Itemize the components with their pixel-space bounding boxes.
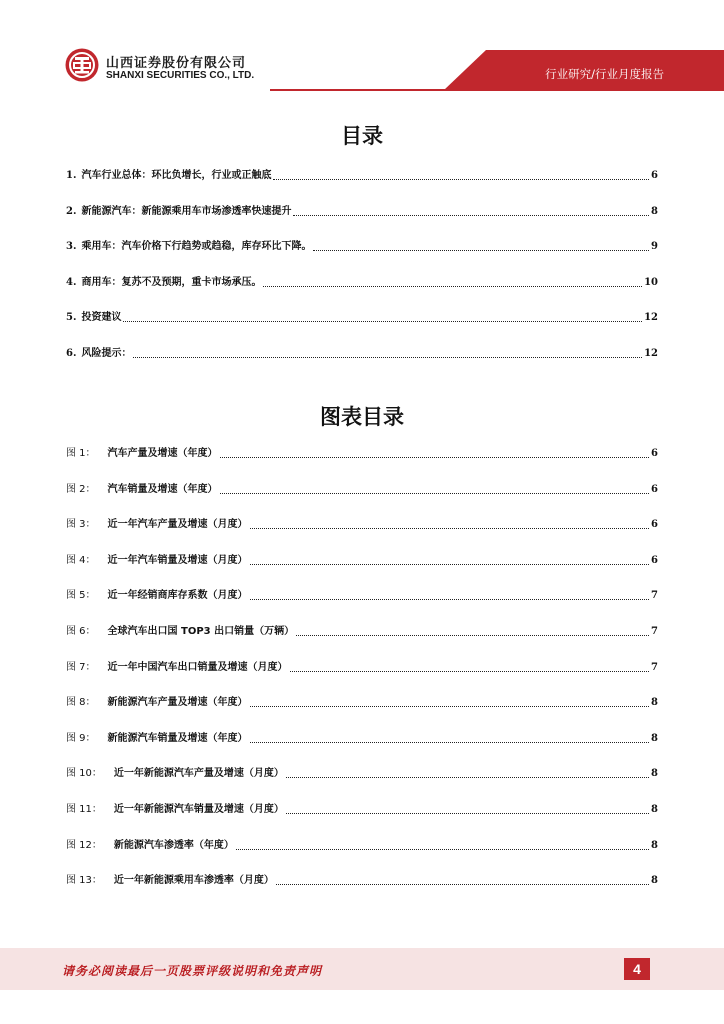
figure-entry-page: 8 (651, 839, 658, 851)
figure-entry-label: 图 4： (66, 554, 96, 566)
dot-leader (220, 456, 649, 458)
dot-leader (273, 178, 649, 180)
figure-entry[interactable] (66, 551, 658, 567)
figure-entry[interactable] (66, 586, 658, 602)
figure-entry-page: 6 (651, 554, 658, 566)
figure-entry-label: 图 10： (66, 768, 102, 780)
figure-entry[interactable] (66, 444, 658, 460)
toc-entry-page: 10 (644, 276, 658, 288)
toc-entry[interactable] (66, 166, 658, 182)
figure-entry-page: 7 (651, 626, 658, 637)
company-name-cn: 山西证券股份有限公司 (106, 56, 247, 71)
toc-entry[interactable] (66, 237, 658, 253)
toc-entry[interactable] (66, 273, 658, 289)
dot-leader (133, 356, 642, 358)
toc-entry[interactable] (66, 308, 658, 324)
page-footer (0, 948, 724, 990)
toc-entry[interactable] (66, 202, 658, 218)
disclaimer-text: 请务必阅读最后一页股票评级说明和免责声明 (62, 964, 323, 978)
figure-entry-text: 新能源汽车渗透率（年度） (113, 839, 234, 851)
toc-entry-page: 9 (651, 241, 658, 252)
toc-entry-page: 12 (644, 312, 658, 323)
dot-leader (263, 285, 642, 287)
figure-entry-label: 图 11： (66, 804, 102, 815)
toc-entry-number: 3. (66, 241, 77, 252)
figure-entry-text: 新能源汽车产量及增速（年度） (107, 697, 248, 709)
dot-leader (220, 492, 649, 494)
figure-entry-text: 近一年新能源汽车产量及增速（月度） (113, 768, 284, 780)
toc-entry-text: 投资建议 (81, 312, 122, 323)
figure-entry-text: 近一年汽车销量及增速（月度） (107, 554, 248, 566)
figure-entry-label: 图 5： (66, 590, 96, 602)
figure-entry-page: 8 (651, 697, 658, 709)
figure-entry-label: 图 2： (66, 483, 96, 495)
figure-entry[interactable] (66, 693, 658, 709)
figure-entry-page: 8 (651, 875, 658, 887)
dot-leader (286, 812, 649, 814)
page-number: 4 (624, 958, 650, 980)
figure-entry[interactable] (66, 729, 658, 745)
figure-entry-page: 6 (651, 448, 658, 459)
figure-entry-label: 图 8： (66, 697, 96, 709)
figure-entry-text: 近一年中国汽车出口销量及增速（月度） (107, 661, 288, 673)
toc-entry-number: 2. (66, 205, 77, 217)
dot-leader (250, 705, 649, 707)
dot-leader (290, 670, 649, 672)
dot-leader (236, 848, 649, 850)
figure-entry-label: 图 13： (66, 875, 102, 887)
figure-entry-page: 8 (651, 732, 658, 744)
toc-entry-page: 12 (644, 347, 658, 359)
company-name-en: SHANXI SECURITIES CO., LTD. (106, 70, 255, 81)
figure-entry[interactable] (66, 658, 658, 674)
figure-entry[interactable] (66, 836, 658, 852)
dot-leader (250, 563, 649, 565)
dot-leader (250, 741, 649, 743)
report-type-label: 行业研究/行业月度报告 (545, 67, 664, 81)
figure-entry-label: 图 7： (66, 661, 96, 673)
toc-entry-text: 新能源汽车：新能源乘用车市场渗透率快速提升 (81, 205, 292, 217)
figure-entry-label: 图 6： (66, 626, 96, 637)
dot-leader (250, 527, 649, 529)
toc-entry-page: 6 (651, 170, 658, 181)
figure-entry-page: 7 (651, 661, 658, 673)
dot-leader (293, 214, 649, 216)
figure-entry-label: 图 12： (66, 839, 102, 851)
figure-entry-text: 近一年汽车产量及增速（月度） (107, 519, 248, 531)
toc-entry-text: 乘用车：汽车价格下行趋势或趋稳，库存环比下降。 (81, 241, 312, 252)
figure-entry[interactable] (66, 871, 658, 887)
toc-title: 目录 (341, 124, 383, 148)
figure-entry-page: 6 (651, 519, 658, 531)
figure-entry-text: 新能源汽车销量及增速（年度） (107, 732, 248, 744)
figure-entry-text: 全球汽车出口国 TOP3 出口销量（万辆） (107, 626, 295, 637)
figure-entry[interactable] (66, 515, 658, 531)
toc-entry-number: 1. (66, 170, 77, 181)
figure-entry-text: 近一年新能源汽车销量及增速（月度） (113, 804, 284, 815)
toc-entry-text: 商用车：复苏不及预期，重卡市场承压。 (81, 276, 262, 288)
figure-entry-text: 近一年新能源乘用车渗透率（月度） (113, 875, 274, 887)
toc-entry-text: 汽车行业总体：环比负增长，行业或正触底 (81, 170, 272, 181)
figure-entry-page: 7 (651, 590, 658, 602)
toc-entry-number: 5. (66, 312, 77, 323)
figure-entry-label: 图 3： (66, 519, 96, 531)
figure-entry-label: 图 1： (66, 448, 96, 459)
dot-leader (286, 776, 649, 778)
toc-entry-text: 风险提示： (81, 347, 132, 359)
figure-list-title: 图表目录 (320, 405, 404, 429)
dot-leader (296, 634, 649, 636)
page-header (0, 0, 724, 92)
figure-entry[interactable] (66, 622, 658, 638)
toc-entry-page: 8 (651, 205, 658, 217)
figure-entry-page: 6 (651, 483, 658, 495)
dot-leader (313, 249, 649, 251)
figure-entry-text: 汽车产量及增速（年度） (107, 448, 218, 459)
toc-entry-number: 4. (66, 276, 77, 288)
figure-entry[interactable] (66, 764, 658, 780)
dot-leader (276, 883, 649, 885)
figure-entry-page: 8 (651, 768, 658, 780)
figure-entry[interactable] (66, 800, 658, 816)
toc-entry[interactable] (66, 344, 658, 360)
figure-entry-label: 图 9： (66, 732, 96, 744)
figure-entry-text: 近一年经销商库存系数（月度） (107, 590, 248, 602)
dot-leader (123, 320, 642, 322)
toc-entry-number: 6. (66, 347, 77, 359)
figure-entry-text: 汽车销量及增速（年度） (107, 483, 218, 495)
dot-leader (250, 598, 649, 600)
figure-entry[interactable] (66, 480, 658, 496)
figure-entry-page: 8 (651, 804, 658, 815)
